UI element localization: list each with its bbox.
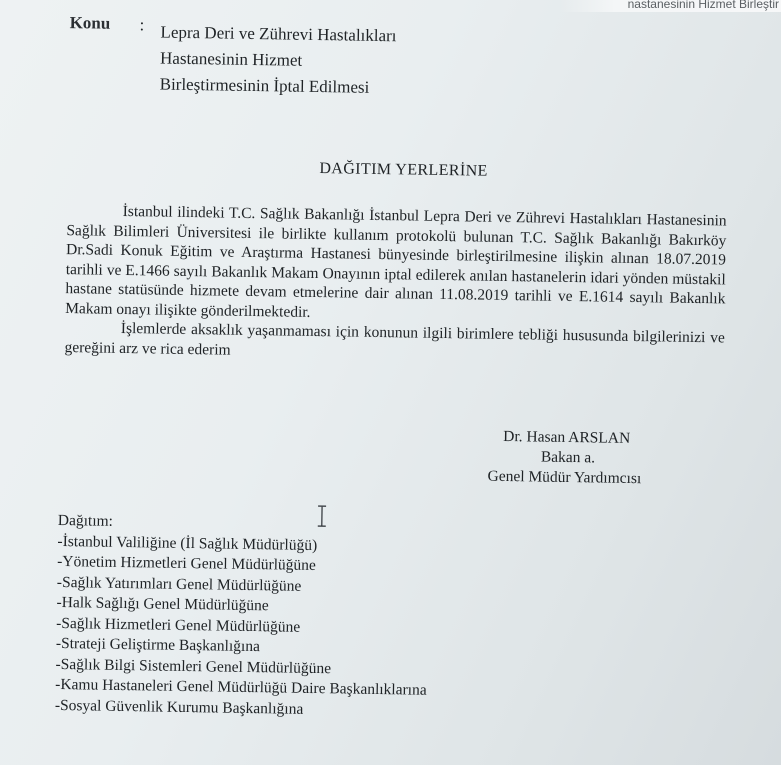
body-paragraph: İstanbul ilindeki T.C. Sağlık Bakanlığı İstanbul Lepra Deri ve Zührevi Hastalıkları Hastanesinin Sağlık Bilimleri Üniversitesi ile birlikte kullanım protokolü bulunan T.C. Sağlık Bakanlığı Bakırköy Dr.Sadi Konuk Eğitim ve Araştırma Hastanesi bünyesinde birleştirilmesine ilişkin alınan 18.07.2019 tarihli ve E.1466 sayılı Bakanlık Makam Onayının iptal edilerek anılan hastanelerin idari yönden müstakil hastane statüsünde hizmete devam etmelerine dair alınan 11.08.2019 tarihli ve E.1614 sayılı Bakanlık Makam onayı ilişikte gönderilmektedir. <box>65 202 727 321</box>
distribution-item: -İstanbul Valiliğine (İl Sağlık Müdürlüğü) <box>57 532 318 554</box>
subject-line: Birleştirmesinin İptal Edilmesi <box>159 74 370 97</box>
distribution-label: Dağıtım: <box>57 511 114 530</box>
subject-colon: : <box>139 15 145 35</box>
distribution-list <box>55 511 430 722</box>
distribution-item: -Kamu Hastaneleri Genel Müdürlüğü Daire Başkanlıklarına <box>55 675 427 699</box>
document-body[interactable] <box>64 201 726 367</box>
distribution-item: -Strateji Geliştirme Başkanlığına <box>55 634 261 656</box>
signatory-title: Genel Müdür Yardımcısı <box>487 467 642 488</box>
distribution-item: -Sağlık Hizmetleri Genel Müdürlüğüne <box>56 614 301 636</box>
window-title: nastanesinin Hizmet Birleştir <box>627 0 779 11</box>
signatory-name: Dr. Hasan ARSLAN <box>503 427 631 447</box>
body-paragraph: İşlemlerde aksaklık yaşanmaması için konunun ilgili birimlere tebliği hususunda bilgilerinizi ve gereğini arz ve rica ederim <box>64 319 725 359</box>
distribution-item: -Yönetim Hizmetleri Genel Müdürlüğüne <box>57 552 316 575</box>
distribution-item: -Sosyal Güvenlik Kurumu Başkanlığına <box>54 696 304 718</box>
subject-line: Lepra Deri ve Zührevi Hastalıkları <box>160 22 397 46</box>
signatory-proxy: Bakan a. <box>540 448 596 467</box>
distribution-item: -Sağlık Bilgi Sistemleri Genel Müdürlüğüne <box>55 655 332 677</box>
subject-label: Konu <box>69 13 111 33</box>
document-heading: DAĞITIM YERLERİNE <box>319 160 488 180</box>
distribution-item: -Sağlık Yatırımları Genel Müdürlüğüne <box>56 573 302 595</box>
subject-line: Hastanesinin Hizmet <box>159 48 303 70</box>
distribution-item: -Halk Sağlığı Genel Müdürlüğüne <box>56 593 269 615</box>
